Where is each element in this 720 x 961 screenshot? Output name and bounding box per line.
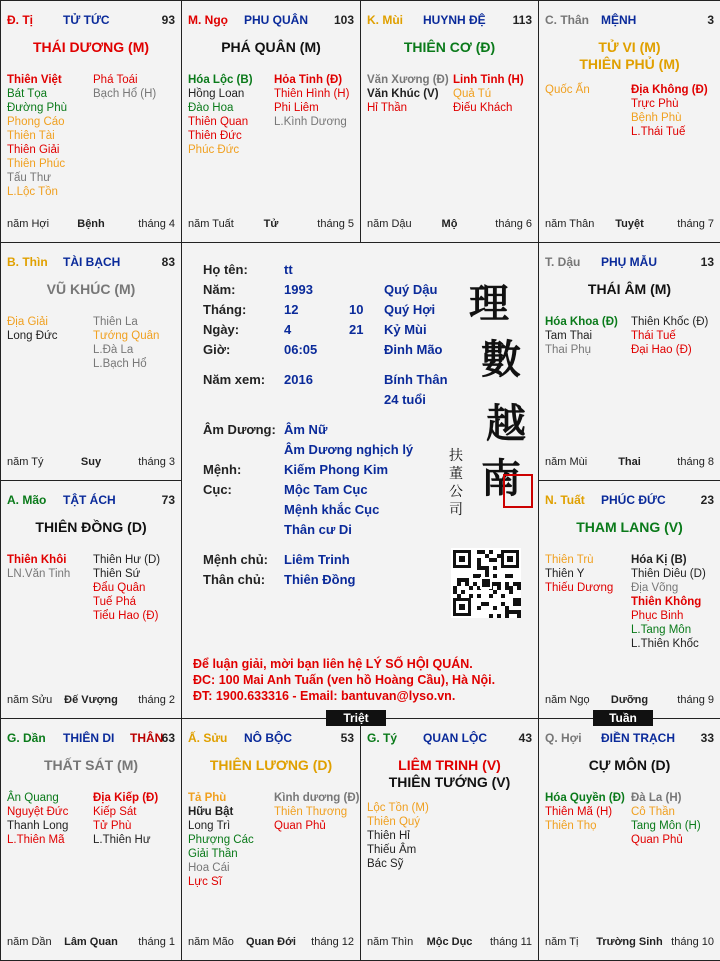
info-canchi: Quý Dậu [384, 282, 438, 297]
palace-header [7, 493, 175, 509]
minor-star: Địa Giải [7, 316, 48, 328]
than-chu-label: Thân chủ: [203, 572, 266, 587]
minor-stars-left [367, 73, 453, 115]
info-canchi: Bính Thân [384, 372, 448, 387]
minor-stars-left [188, 73, 274, 157]
minor-stars-left [545, 83, 631, 97]
palace-cell[interactable] [538, 242, 720, 481]
minor-star: Kiếp Sát [93, 806, 137, 818]
minor-star: Hoa Cái [188, 862, 230, 874]
palace-age: 3 [707, 13, 714, 27]
palace-header [367, 13, 532, 29]
palace-cell[interactable] [181, 718, 361, 961]
main-stars [182, 39, 360, 56]
palace-position: Đ. Tị [7, 13, 33, 27]
minor-star: Nguyệt Đức [7, 806, 69, 818]
palace-cell[interactable] [360, 0, 539, 243]
minor-stars-left [7, 315, 93, 343]
minor-star: Lộc Tồn (M) [367, 802, 429, 814]
palace-stage: Quan Đới [246, 936, 296, 948]
minor-star: Thiên La [93, 316, 138, 328]
minor-star: Tấu Thư [7, 172, 51, 184]
minor-star: Hữu Bật [188, 806, 234, 818]
minor-star: Thiếu Âm [367, 844, 417, 856]
calligraphy-char: 南 [481, 455, 521, 502]
am-duong-label: Âm Dương: [203, 422, 276, 437]
minor-star: Thiếu Dương [545, 582, 614, 594]
info-canchi: Kỷ Mùi [384, 322, 427, 337]
minor-star: Quan Phủ [274, 820, 326, 832]
menh-value: Kiếm Phong Kim [284, 462, 389, 477]
am-duong-value: Âm Nữ [284, 422, 328, 437]
main-stars [539, 281, 720, 298]
palace-age: 53 [340, 731, 354, 745]
palace-month: tháng 6 [495, 218, 532, 230]
main-star: VŨ KHÚC (M) [46, 281, 136, 297]
center-panel [181, 242, 539, 718]
contact-line: ĐT: 1900.633316 - Email: bantuvan@lyso.vn. [193, 689, 456, 703]
palace-position: M. Ngọ [188, 13, 228, 27]
minor-star: Bác Sỹ [367, 858, 404, 870]
minor-star: Ân Quang [7, 792, 59, 804]
main-stars [361, 39, 538, 56]
main-star: THÁI DƯƠNG (M) [32, 39, 150, 55]
minor-star: Thiên Giải [7, 144, 60, 156]
minor-star: Thiên Khôi [7, 554, 67, 566]
minor-star: L.Đà La [93, 344, 134, 356]
main-star: LIÊM TRINH (V) [398, 757, 501, 773]
palace-year: năm Tị [545, 936, 579, 948]
than-cu: Thân cư Di [284, 522, 352, 537]
minor-star: Phục Binh [631, 610, 684, 622]
minor-star: Tuế Phá [93, 596, 137, 608]
palace-age: 73 [161, 493, 175, 507]
palace-name: PHỤ MẪU [601, 255, 657, 269]
main-stars [361, 757, 538, 791]
minor-star: Bệnh Phù [631, 112, 682, 124]
palace-cell[interactable] [538, 0, 720, 243]
than-chu-value: Thiên Đồng [284, 572, 356, 587]
minor-stars-right [631, 553, 719, 651]
palace-footer [545, 936, 714, 950]
minor-star: Tang Môn (H) [631, 820, 701, 832]
minor-star: Thiên Quan [188, 116, 249, 128]
calligraphy-char: 數 [481, 336, 521, 383]
palace-cell[interactable] [360, 718, 539, 961]
palace-name: NÔ BỘC [244, 731, 292, 745]
minor-star: Thiên Đức [188, 130, 242, 142]
info-label: Năm xem: [203, 372, 266, 387]
palace-footer [188, 218, 354, 232]
info-value: 2016 [284, 372, 313, 387]
minor-stars-left [7, 791, 93, 847]
palace-name: TÀI BẠCH [63, 255, 121, 269]
info-lunar-value: 21 [349, 322, 364, 337]
tuan-tag: Tuần [593, 710, 653, 726]
minor-stars-right [93, 553, 181, 623]
palace-month: tháng 11 [489, 936, 532, 948]
minor-stars-left [367, 801, 453, 871]
palace-year: năm Mùi [545, 456, 588, 468]
minor-star: Phi Liêm [274, 102, 319, 114]
info-label: Ngày: [203, 322, 240, 337]
palace-header [545, 255, 714, 271]
palace-year: năm Sửu [7, 694, 53, 706]
minor-star: Long Trì [188, 820, 231, 832]
palace-year: năm Mão [188, 936, 234, 948]
palace-name: ĐIỀN TRẠCH [601, 731, 675, 745]
main-stars [1, 281, 181, 298]
palace-year: năm Thìn [367, 936, 414, 948]
palace-stage: Mộc Dục [426, 936, 473, 948]
palace-name: MỆNH [601, 13, 637, 27]
minor-star: LN.Văn Tinh [7, 568, 71, 580]
minor-star: Bát Tọa [7, 88, 48, 100]
minor-star: Đẩu Quân [93, 582, 146, 594]
minor-stars-left [545, 791, 631, 833]
minor-star: Thiên Hình (H) [274, 88, 350, 100]
minor-stars-left [545, 553, 631, 595]
minor-star: Thái Tuế [631, 330, 676, 342]
palace-month: tháng 4 [138, 218, 175, 230]
palace-position: C. Thân [545, 13, 589, 27]
cuc-label: Cục: [203, 482, 232, 497]
main-star: TỬ VI (M) [598, 39, 661, 55]
palace-footer [7, 456, 175, 470]
palace-header [7, 255, 175, 271]
minor-star: Thiên Diêu (D) [631, 568, 706, 580]
minor-star: Thiên Quý [367, 816, 421, 828]
palace-header [7, 731, 175, 747]
palace-footer [545, 456, 714, 470]
palace-age: 103 [333, 13, 354, 27]
palace-stage: Mộ [441, 218, 458, 230]
minor-stars-right [93, 73, 181, 101]
palace-footer [367, 936, 532, 950]
main-star: THIÊN PHỦ (M) [579, 56, 680, 72]
palace-month: tháng 3 [138, 456, 175, 468]
palace-age: 63 [161, 731, 175, 745]
am-duong-note: Âm Dương nghịch lý [284, 442, 414, 457]
minor-star: Hóa Lộc (B) [188, 74, 253, 86]
palace-age: 83 [161, 255, 175, 269]
main-stars [1, 39, 181, 56]
calligraphy-seal-text: 扶 董 公 司 [449, 448, 463, 518]
palace-stage: Bệnh [77, 218, 105, 230]
minor-stars-right [631, 315, 719, 357]
palace-year: năm Ngọ [545, 694, 590, 706]
minor-star: Thiên Khốc (Đ) [631, 316, 709, 328]
palace-name: THIÊN DI [63, 731, 115, 745]
qr-code-icon [451, 548, 521, 618]
main-stars [1, 757, 181, 774]
info-label: Giờ: [203, 342, 231, 357]
main-star: THAM LANG (V) [576, 519, 683, 535]
minor-star: Tử Phù [93, 820, 132, 832]
minor-star: Phúc Đức [188, 144, 240, 156]
minor-star: Địa Võng [631, 582, 679, 594]
minor-star: Hỉ Thần [367, 102, 408, 114]
minor-star: Thai Phụ [545, 344, 592, 356]
minor-star: Trực Phù [631, 98, 679, 110]
palace-age: 13 [700, 255, 714, 269]
palace-month: tháng 1 [138, 936, 175, 948]
palace-footer [7, 694, 175, 708]
minor-star: Tả Phù [188, 792, 227, 804]
palace-month: tháng 5 [317, 218, 354, 230]
minor-star: Hồng Loan [188, 88, 245, 100]
palace-header [545, 493, 714, 509]
calligraphy-char: 越 [486, 400, 526, 447]
info-value: 4 [284, 322, 292, 337]
palace-position: T. Dậu [545, 255, 581, 269]
palace-year: năm Hợi [7, 218, 50, 230]
palace-cell[interactable] [538, 480, 720, 719]
palace-stage: Dưỡng [610, 694, 649, 706]
cuc-relation: Mệnh khắc Cục [284, 502, 380, 517]
minor-star: Địa Kiếp (Đ) [93, 792, 159, 804]
palace-age: 113 [512, 13, 532, 27]
main-star: THÁI ÂM (M) [587, 281, 672, 297]
palace-name: HUYNH ĐỆ [423, 13, 486, 27]
minor-star: Cô Thần [631, 806, 675, 818]
minor-star: Thiên Hỉ [367, 830, 410, 842]
palace-position: Q. Hợi [545, 731, 582, 745]
triet-tag: Triệt [326, 710, 386, 726]
main-star: THIÊN TƯỚNG (V) [388, 774, 511, 790]
minor-star: Văn Xương (Đ) [367, 74, 449, 86]
palace-cell[interactable] [181, 0, 361, 243]
main-stars [539, 519, 720, 536]
palace-header [188, 731, 354, 747]
calligraphy-char: 理 [469, 280, 509, 327]
palace-age: 23 [700, 493, 714, 507]
palace-header [7, 13, 175, 29]
palace-cell[interactable] [0, 242, 182, 481]
minor-star: L.Thái Tuế [631, 126, 686, 138]
minor-star: Đà La (H) [631, 792, 682, 804]
minor-star: Đại Hao (Đ) [631, 344, 692, 356]
minor-star: Lực Sĩ [188, 876, 222, 888]
palace-stage: Trường Sinh [596, 936, 663, 948]
minor-star: Hỏa Tinh (Đ) [274, 74, 343, 86]
palace-position: B. Thìn [7, 255, 48, 269]
minor-star: Đào Hoa [188, 102, 234, 114]
info-value: 1993 [284, 282, 313, 297]
palace-year: năm Tý [7, 456, 44, 468]
main-star: PHÁ QUÂN (M) [221, 39, 321, 55]
minor-star: Hóa Quyền (Đ) [545, 792, 625, 804]
palace-footer [545, 218, 714, 232]
palace-footer [7, 936, 175, 950]
palace-age: 43 [518, 731, 532, 745]
palace-header [545, 13, 714, 29]
info-value: 06:05 [284, 342, 318, 357]
main-star: THẤT SÁT (M) [43, 757, 139, 773]
minor-stars-left [7, 553, 93, 581]
minor-star: Thiên Thọ [545, 820, 597, 832]
minor-star: Văn Khúc (V) [367, 88, 439, 100]
main-star: THIÊN CƠ (Đ) [403, 39, 496, 55]
main-stars [539, 757, 720, 774]
body-palace-marker: THÂN [130, 731, 164, 745]
minor-stars-right [274, 791, 361, 833]
seal-stamp [503, 474, 533, 508]
minor-star: Thiên Việt [7, 74, 62, 86]
palace-month: tháng 12 [311, 936, 354, 948]
info-label: Tháng: [203, 302, 247, 317]
info-value: 12 [284, 302, 299, 317]
minor-star: L.Lộc Tồn [7, 186, 58, 198]
palace-stage: Tử [263, 218, 279, 230]
minor-stars-right [453, 73, 539, 115]
palace-month: tháng 8 [677, 456, 714, 468]
palace-stage: Đế Vượng [64, 694, 118, 706]
contact-line: ĐC: 100 Mai Anh Tuấn (ven hồ Hoàng Cầu), Hà Nội. [193, 673, 496, 687]
palace-month: tháng 9 [677, 694, 714, 706]
info-value: tt [284, 262, 293, 277]
main-stars [539, 39, 720, 73]
minor-star: Phượng Các [188, 834, 254, 846]
minor-star: Tướng Quân [93, 330, 160, 342]
palace-position: Ấ. Sửu [188, 731, 228, 745]
minor-star: L.Thiên Mã [7, 834, 65, 846]
main-stars [182, 757, 360, 774]
palace-cell[interactable] [538, 718, 720, 961]
minor-star: Quốc Ấn [545, 84, 590, 96]
palace-month: tháng 7 [677, 218, 714, 230]
minor-star: Thiên Hư (D) [93, 554, 161, 566]
main-star: THIÊN LƯƠNG (D) [209, 757, 333, 773]
palace-footer [188, 936, 354, 950]
palace-position: A. Mão [7, 493, 47, 507]
minor-star: L.Tang Môn [631, 624, 692, 636]
minor-stars-right [274, 73, 361, 129]
minor-star: Long Đức [7, 330, 58, 342]
minor-star: Đường Phù [7, 102, 67, 114]
palace-stage: Suy [80, 456, 102, 468]
palace-cell[interactable] [0, 480, 182, 719]
cuc-value: Mộc Tam Cục [284, 482, 368, 497]
minor-stars-left [7, 73, 93, 199]
minor-star: Địa Không (Đ) [631, 84, 708, 96]
palace-year: năm Tuất [188, 218, 234, 230]
minor-stars-left [188, 791, 274, 889]
palace-header [367, 731, 532, 747]
palace-name: TẬT ÁCH [63, 493, 116, 507]
minor-star: Quả Tú [453, 88, 492, 100]
info-canchi: Đinh Mão [384, 342, 443, 357]
info-lunar-value: 10 [349, 302, 364, 317]
minor-star: Tam Thai [545, 330, 593, 342]
minor-star: Điếu Khách [453, 102, 513, 114]
palace-footer [367, 218, 532, 232]
minor-star: Hóa Khoa (Đ) [545, 316, 618, 328]
minor-star: Thiên Không [631, 596, 702, 608]
palace-name: TỬ TỨC [63, 13, 110, 27]
main-star: THIÊN ĐỒNG (D) [35, 519, 147, 535]
palace-stage: Thai [618, 456, 641, 468]
palace-footer [545, 694, 714, 708]
palace-position: K. Mùi [367, 13, 403, 27]
info-label: Năm: [203, 282, 236, 297]
minor-star: Thiên Trù [545, 554, 594, 566]
info-canchi: Quý Hợi [384, 302, 436, 317]
menh-chu-label: Mệnh chủ: [203, 552, 268, 567]
minor-stars-right [93, 315, 181, 371]
palace-year: năm Dần [7, 936, 52, 948]
contact-line: Để luận giải, mời bạn liên hệ LÝ SỐ HỘI QUÁN. [193, 657, 473, 671]
menh-chu-value: Liêm Trinh [284, 552, 350, 567]
minor-star: Giải Thần [188, 848, 238, 860]
minor-star: Thiên Y [545, 568, 585, 580]
palace-position: G. Tý [367, 731, 398, 745]
minor-star: L.Thiên Hư [93, 834, 151, 846]
menh-label: Mệnh: [203, 462, 242, 477]
palace-name: PHÚC ĐỨC [601, 493, 666, 507]
minor-star: Thiên Mã (H) [545, 806, 613, 818]
minor-star: Hóa Kị (B) [631, 554, 687, 566]
palace-stage: Lâm Quan [64, 936, 118, 948]
info-label: Họ tên: [203, 262, 248, 277]
palace-year: năm Thân [545, 218, 595, 230]
main-stars [1, 519, 181, 536]
palace-year: năm Dậu [367, 218, 412, 230]
minor-star: Thiên Sứ [93, 568, 141, 580]
palace-cell[interactable] [0, 0, 182, 243]
palace-month: tháng 2 [138, 694, 175, 706]
main-star: CỰ MÔN (D) [588, 757, 671, 773]
palace-footer [7, 218, 175, 232]
minor-star: Quan Phủ [631, 834, 683, 846]
minor-stars-right [631, 83, 719, 139]
minor-star: L.Thiên Khốc [631, 638, 699, 650]
palace-cell[interactable] [0, 718, 182, 961]
palace-header [188, 13, 354, 29]
minor-star: Linh Tinh (H) [453, 74, 524, 86]
palace-month: tháng 10 [671, 936, 714, 948]
palace-header [545, 731, 714, 747]
minor-stars-left [545, 315, 631, 357]
palace-position: G. Dần [7, 731, 46, 745]
palace-name: PHU QUÂN [244, 13, 309, 27]
age-now: 24 tuổi [384, 392, 426, 407]
palace-stage: Tuyệt [615, 218, 644, 230]
minor-star: L.Bạch Hổ [93, 358, 147, 370]
minor-star: Thanh Long [7, 820, 69, 832]
minor-star: Thiên Thương [274, 806, 348, 818]
minor-star: Tiểu Hao (Đ) [93, 610, 159, 622]
minor-star: Kình dương (Đ) [274, 792, 360, 804]
minor-star: L.Kình Dương [274, 116, 347, 128]
minor-star: Thiên Tài [7, 130, 55, 142]
minor-star: Bạch Hổ (H) [93, 88, 157, 100]
palace-age: 93 [161, 13, 175, 27]
palace-age: 33 [700, 731, 714, 745]
minor-star: Thiên Phúc [7, 158, 66, 170]
palace-name: QUAN LỘC [423, 731, 487, 745]
minor-star: Phong Cáo [7, 116, 65, 128]
palace-position: N. Tuất [545, 493, 585, 507]
minor-stars-right [93, 791, 181, 847]
minor-stars-right [631, 791, 719, 847]
minor-star: Phá Toái [93, 74, 138, 86]
